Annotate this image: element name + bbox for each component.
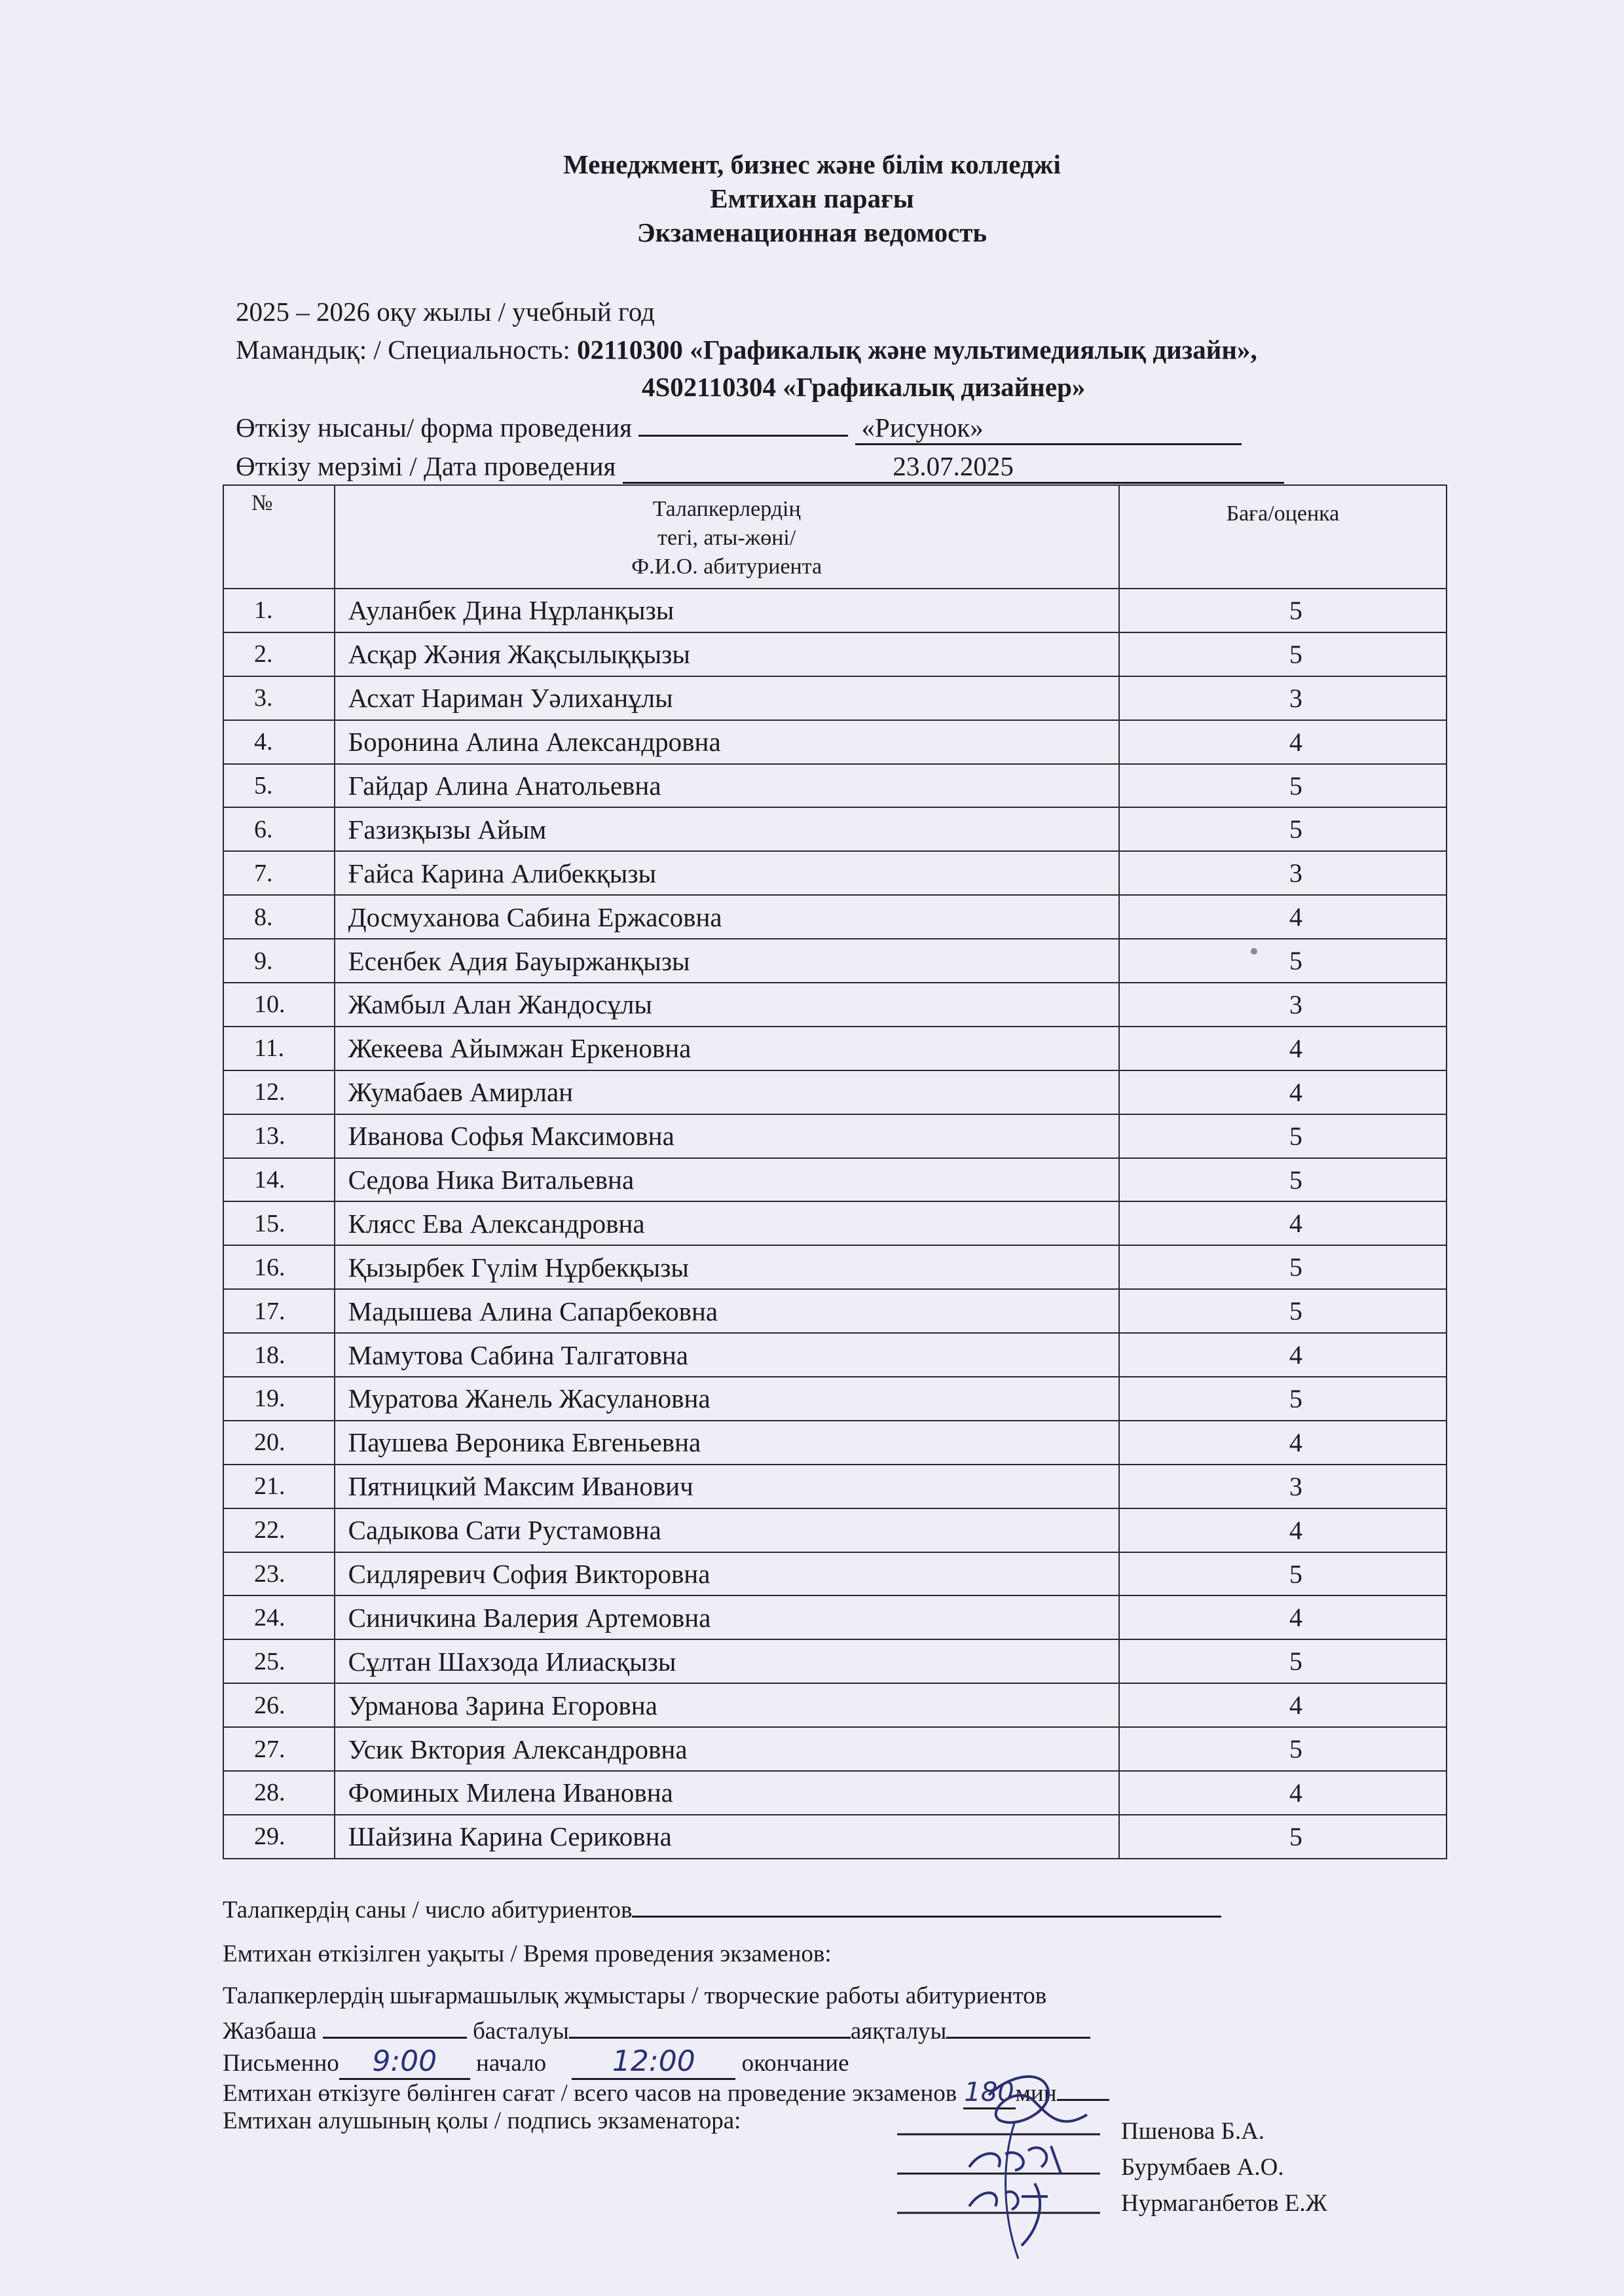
grade-value: 5 — [1119, 764, 1447, 808]
title-kz: Емтихан парағы — [710, 183, 914, 213]
table-row — [223, 1114, 1447, 1158]
grade-value: 4 — [1119, 1683, 1447, 1727]
applicant-name: Урманова Зарина Егоровна — [335, 1683, 1119, 1727]
grade-value: 4 — [1119, 895, 1447, 939]
row-number: 13. — [223, 1114, 335, 1158]
table-row — [223, 720, 1447, 764]
row-number: 16. — [223, 1245, 335, 1289]
applicant-name: Боронина Алина Александровна — [335, 720, 1119, 764]
row-number: 25. — [223, 1639, 335, 1683]
row-number: 24. — [223, 1595, 335, 1639]
table-row — [223, 1727, 1447, 1771]
examiner-list — [1121, 2113, 1327, 2221]
row-number: 12. — [223, 1070, 335, 1114]
row-number: 5. — [223, 764, 335, 808]
grade-value: 5 — [1119, 1377, 1447, 1421]
row-number: 15. — [223, 1201, 335, 1245]
examiner-3: Нурмаганбетов Е.Ж — [1121, 2190, 1327, 2217]
applicant-name: Ауланбек Дина Нұрланқызы — [335, 589, 1119, 632]
table-row — [223, 1070, 1447, 1114]
applicant-name: Жумабаев Амирлан — [335, 1070, 1119, 1114]
start-kz-label: басталуы — [472, 2018, 569, 2045]
end-kz-blank — [946, 2013, 1090, 2039]
row-number: 6. — [223, 807, 335, 851]
written-kz-line — [223, 2013, 1090, 2045]
applicant-name: Ғазизқызы Айым — [335, 807, 1119, 851]
grade-value: 5 — [1119, 807, 1447, 851]
row-number: 29. — [223, 1815, 335, 1859]
applicant-name: Клясс Ева Александровна — [335, 1201, 1119, 1245]
row-number: 8. — [223, 895, 335, 939]
table-row — [223, 1639, 1447, 1683]
grade-value: 5 — [1119, 1114, 1447, 1158]
applicant-name: Паушева Вероника Евгеньевна — [335, 1421, 1119, 1465]
col-name-header-line3: Ф.И.О. абитуриента — [631, 555, 822, 579]
paper-speck — [1251, 948, 1257, 955]
row-number: 28. — [223, 1771, 335, 1815]
specialty-value-2: 4S02110304 «Графикалық дизайнер» — [642, 372, 1086, 402]
grades-table — [223, 484, 1447, 1859]
grade-value: 5 — [1119, 1815, 1447, 1859]
row-number: 20. — [223, 1421, 335, 1465]
table-row — [223, 589, 1447, 632]
form-label: Өткізу нысаны/ форма проведения — [236, 412, 639, 443]
time-label: Емтихан өткізілген уақыты / Время проведения экзаменов: — [223, 1941, 832, 1967]
table-row — [223, 1201, 1447, 1245]
applicant-name: Седова Ника Витальевна — [335, 1158, 1119, 1202]
applicant-name: Қызырбек Гүлім Нұрбекқызы — [335, 1245, 1119, 1289]
written-kz-blank — [323, 2013, 467, 2039]
grade-value: 4 — [1119, 720, 1447, 764]
start-time-value: 9:00 — [339, 2045, 470, 2080]
table-row — [223, 1465, 1447, 1508]
table-row — [223, 1421, 1447, 1465]
grade-value: 5 — [1119, 1158, 1447, 1202]
applicant-name: Досмуханова Сабина Ержасовна — [335, 895, 1119, 939]
count-label: Талапкердің саны / число абитуриентов — [223, 1897, 633, 1923]
form-line — [236, 411, 1242, 445]
hours-label-pre: Емтихан өткізуге бөлінген сағат / всего часов на проведение экзаменов — [223, 2080, 963, 2107]
applicant-name: Жекеева Айымжан Еркеновна — [335, 1027, 1119, 1070]
grade-value: 3 — [1119, 851, 1447, 895]
row-number: 3. — [223, 676, 335, 720]
grade-value: 4 — [1119, 1027, 1447, 1070]
grade-value: 3 — [1119, 676, 1447, 720]
row-number: 7. — [223, 851, 335, 895]
document-header — [0, 147, 1624, 249]
end-time-value: 12:00 — [572, 2045, 735, 2080]
col-name-header-line2: тегі, аты-жөні/ — [657, 526, 796, 550]
specialty-line-2 — [642, 371, 1085, 403]
row-number: 18. — [223, 1333, 335, 1377]
applicant-name: Садыкова Сати Рустамовна — [335, 1508, 1119, 1552]
grade-value: 3 — [1119, 983, 1447, 1027]
row-number: 26. — [223, 1683, 335, 1727]
table-row — [223, 1552, 1447, 1596]
academic-year: 2025 – 2026 оқу жылы / учебный год — [236, 297, 655, 327]
row-number: 1. — [223, 589, 335, 632]
table-row — [223, 676, 1447, 720]
table-row — [223, 807, 1447, 851]
applicant-name: Муратова Жанель Жасулановна — [335, 1377, 1119, 1421]
grade-value: 4 — [1119, 1333, 1447, 1377]
table-row — [223, 632, 1447, 676]
row-number: 21. — [223, 1465, 335, 1508]
grade-value: 4 — [1119, 1508, 1447, 1552]
col-name-header — [335, 485, 1119, 589]
applicant-name: Ғайса Карина Алибекқызы — [335, 851, 1119, 895]
works-label: Талапкерлердің шығармашылық жұмыстары / творческие работы абитуриентов — [223, 1982, 1047, 2009]
row-number: 9. — [223, 939, 335, 983]
form-blank — [638, 411, 848, 437]
applicant-name: Асхат Нариман Уәлиханұлы — [335, 676, 1119, 720]
table-row — [223, 1595, 1447, 1639]
applicant-name: Мадышева Алина Сапарбековна — [335, 1289, 1119, 1333]
grade-value: 5 — [1119, 589, 1447, 632]
table-row — [223, 1289, 1447, 1333]
table-row — [223, 1815, 1447, 1859]
table-row — [223, 1333, 1447, 1377]
table-row — [223, 895, 1447, 939]
written-ru-label: Письменно — [223, 2050, 339, 2077]
row-number: 17. — [223, 1289, 335, 1333]
table-row — [223, 1245, 1447, 1289]
applicant-name: Усик Вктория Александровна — [335, 1727, 1119, 1771]
date-value: 23.07.2025 — [623, 450, 1284, 484]
table-row — [223, 1508, 1447, 1552]
count-blank — [632, 1892, 1221, 1918]
college-name: Менеджмент, бизнес және білім колледжі — [563, 149, 1061, 179]
grade-value: 3 — [1119, 1465, 1447, 1508]
row-number: 23. — [223, 1552, 335, 1596]
table-row — [223, 1027, 1447, 1070]
title-ru: Экзаменационная ведомость — [637, 217, 987, 247]
table-row — [223, 983, 1447, 1027]
grade-value: 5 — [1119, 1289, 1447, 1333]
examiner-2: Бурумбаев А.О. — [1121, 2154, 1284, 2181]
end-ru-label: окончание — [741, 2050, 849, 2077]
date-label: Өткізу мерзімі / Дата проведения — [236, 451, 623, 481]
grade-value: 4 — [1119, 1201, 1447, 1245]
col-num-header: № — [223, 485, 335, 589]
grade-value: 5 — [1119, 1552, 1447, 1596]
row-number: 22. — [223, 1508, 335, 1552]
date-line — [236, 450, 1284, 484]
table-body — [223, 589, 1447, 1859]
applicant-name: Есенбек Адия Бауыржанқызы — [335, 939, 1119, 983]
table-row — [223, 764, 1447, 808]
signature-label: Емтихан алушының қолы / подпись экзаменатора: — [223, 2107, 741, 2134]
row-number: 10. — [223, 983, 335, 1027]
row-number: 4. — [223, 720, 335, 764]
applicant-name: Пятницкий Максим Иванович — [335, 1465, 1119, 1508]
applicant-name: Гайдар Алина Анатольевна — [335, 764, 1119, 808]
applicant-name: Асқар Жәния Жақсылыққызы — [335, 632, 1119, 676]
col-grade-header: Баға/оценка — [1119, 485, 1447, 589]
row-number: 19. — [223, 1377, 335, 1421]
table-row — [223, 1377, 1447, 1421]
specialty-line — [236, 334, 1257, 365]
examiner-signatures — [891, 2069, 1126, 2265]
start-kz-blank — [569, 2013, 851, 2039]
end-kz-label: аяқталуы — [850, 2018, 947, 2045]
written-kz-label: Жазбаша — [223, 2018, 317, 2045]
row-number: 14. — [223, 1158, 335, 1202]
grade-value: 5 — [1119, 1727, 1447, 1771]
applicant-name: Мамутова Сабина Талгатовна — [335, 1333, 1119, 1377]
specialty-value-1: 02110300 «Графикалық және мультимедиялық дизайн», — [577, 335, 1257, 365]
grade-value: 5 — [1119, 939, 1447, 983]
written-ru-line — [223, 2045, 849, 2080]
grade-value: 5 — [1119, 632, 1447, 676]
applicant-name: Жамбыл Алан Жандосұлы — [335, 983, 1119, 1027]
row-number: 2. — [223, 632, 335, 676]
start-ru-label: начало — [476, 2050, 547, 2077]
col-name-header-line1: Талапкерлердің — [652, 497, 801, 521]
table-row — [223, 851, 1447, 895]
hours-value: 180 — [963, 2077, 1016, 2109]
applicant-name: Иванова Софья Максимовна — [335, 1114, 1119, 1158]
table-row — [223, 1158, 1447, 1202]
applicant-name: Фоминых Милена Ивановна — [335, 1771, 1119, 1815]
examiner-1: Пшенова Б.А. — [1121, 2118, 1265, 2145]
applicant-name: Синичкина Валерия Артемовна — [335, 1595, 1119, 1639]
grade-value: 4 — [1119, 1421, 1447, 1465]
row-number: 27. — [223, 1727, 335, 1771]
grade-value: 5 — [1119, 1639, 1447, 1683]
applicant-name: Сидляревич София Викторовна — [335, 1552, 1119, 1596]
specialty-label: Мамандық: / Специальность: — [236, 335, 578, 365]
table-row — [223, 1683, 1447, 1727]
table-header-row — [223, 485, 1447, 589]
applicant-name: Сұлтан Шахзода Илиасқызы — [335, 1639, 1119, 1683]
applicant-name: Шайзина Карина Сериковна — [335, 1815, 1119, 1859]
grade-value: 4 — [1119, 1595, 1447, 1639]
grade-value: 5 — [1119, 1245, 1447, 1289]
hours-label-post: мин — [1015, 2080, 1057, 2107]
table-row — [223, 939, 1447, 983]
grade-value: 4 — [1119, 1070, 1447, 1114]
table-row — [223, 1771, 1447, 1815]
row-number: 11. — [223, 1027, 335, 1070]
grade-value: 4 — [1119, 1771, 1447, 1815]
form-value: «Рисунок» — [855, 412, 1242, 445]
count-line — [223, 1892, 1221, 1924]
